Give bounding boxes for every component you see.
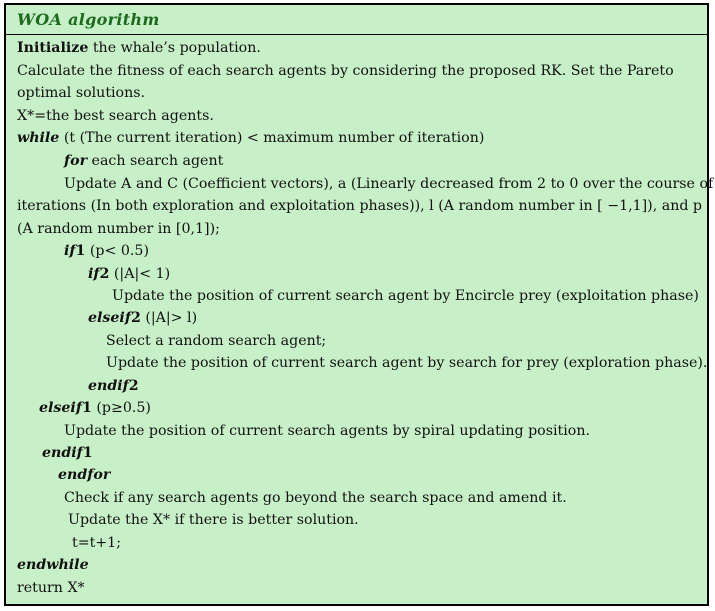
line-initialize	[17, 39, 261, 57]
line-check-bounds	[64, 489, 567, 507]
line-return	[17, 579, 85, 597]
keyword-for: for	[64, 153, 88, 169]
keyword-number: 2	[128, 378, 139, 394]
line-text: (|A|< 1)	[109, 266, 171, 282]
line-endif2	[88, 377, 139, 395]
line-if1	[64, 242, 149, 260]
line-text: (A random number in [0,1]);	[17, 221, 220, 237]
keyword-number: 1	[82, 445, 93, 461]
line-text: Select a random search agent;	[106, 333, 327, 349]
keyword-endif: endif	[88, 378, 129, 394]
line-text: Check if any search agents go beyond the search space and amend it.	[64, 490, 567, 506]
keyword-number: 2	[99, 266, 110, 282]
line-iterations	[17, 197, 702, 215]
line-if2	[88, 265, 170, 283]
keyword-if: if	[88, 266, 100, 282]
line-text: t=t+1;	[72, 535, 121, 551]
line-calculate-fitness	[17, 62, 674, 80]
line-encircle-prey	[112, 287, 699, 305]
line-elseif1	[39, 399, 151, 417]
keyword-while: while	[17, 130, 60, 146]
line-text: Update the position of current search agent by search for prey (exploration phase).	[106, 355, 708, 371]
line-elseif2	[88, 309, 197, 327]
line-endwhile	[17, 556, 89, 574]
line-pareto	[17, 84, 145, 102]
line-text: X*=the best search agents.	[17, 108, 214, 124]
line-text: the whale’s population.	[88, 40, 261, 56]
line-text: each search agent	[87, 153, 224, 169]
line-best-agents	[17, 107, 214, 125]
keyword-if: if	[64, 243, 76, 259]
line-select-random	[106, 332, 326, 350]
keyword-elseif: elseif	[88, 310, 131, 326]
line-text: Update the position of current search agents by spiral updating position.	[64, 423, 590, 439]
algorithm-title: WOA algorithm	[17, 10, 160, 29]
algorithm-title-bar	[6, 5, 707, 35]
line-endfor	[58, 466, 110, 484]
line-text: Update A and C (Coefficient vectors), a (Linearly decreased from 2 to 0 over the course of	[64, 176, 714, 192]
line-text: (p≥0.5)	[91, 400, 151, 416]
keyword-initialize: Initialize	[17, 40, 89, 56]
line-while	[17, 129, 484, 147]
line-text: (|A|> l)	[140, 310, 198, 326]
line-text: (p< 0.5)	[85, 243, 149, 259]
keyword-number: 1	[81, 400, 92, 416]
line-random-p	[17, 220, 220, 238]
line-update-coefficients	[64, 175, 713, 193]
keyword-number: 2	[130, 310, 141, 326]
line-update-best	[68, 511, 359, 529]
line-text: optimal solutions.	[17, 85, 146, 101]
line-search-prey	[106, 354, 707, 372]
line-spiral	[64, 422, 590, 440]
line-text: Update the X* if there is better solution.	[68, 512, 359, 528]
line-text: return X*	[17, 580, 85, 596]
line-text: Calculate the fitness of each search agents by considering the proposed RK. Set the Pareto	[17, 63, 674, 79]
keyword-endwhile: endwhile	[17, 557, 89, 573]
keyword-endfor: endfor	[58, 467, 111, 483]
line-text: (t (The current iteration) < maximum number of iteration)	[59, 130, 485, 146]
line-for	[64, 152, 223, 170]
keyword-number: 1	[75, 243, 86, 259]
line-increment	[72, 534, 121, 552]
keyword-endif: endif	[42, 445, 83, 461]
algorithm-box	[4, 3, 714, 606]
line-text: iterations (In both exploration and exploitation phases)), l (A random number in [ −1,1]), and p	[17, 198, 703, 214]
line-text: Update the position of current search agent by Encircle prey (exploitation phase)	[112, 288, 699, 304]
line-endif1	[42, 444, 93, 462]
keyword-elseif: elseif	[39, 400, 82, 416]
